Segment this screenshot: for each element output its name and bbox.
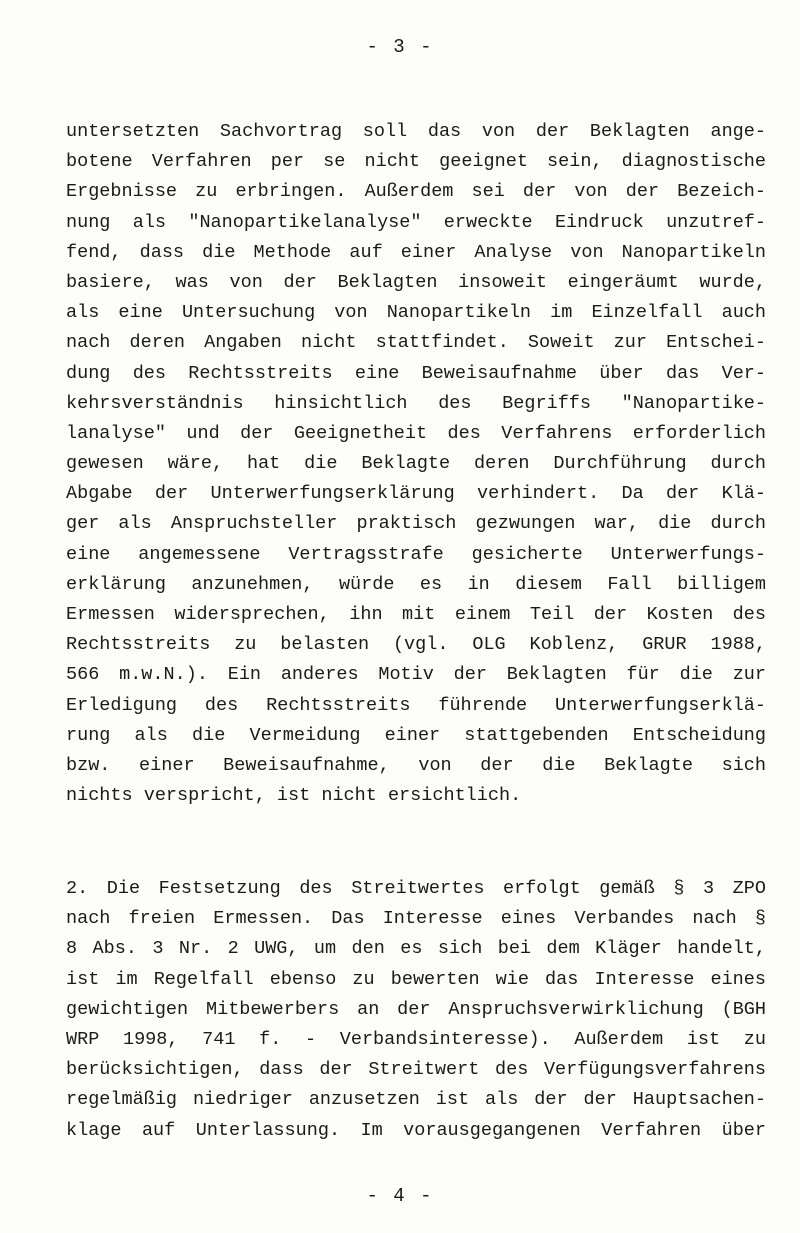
text-line: Rechtsstreits zu belasten (vgl. OLG Koblenz, GRUR 1988, <box>66 634 766 656</box>
text-line: nach freien Ermessen. Das Interesse eines Verbandes nach § <box>66 908 766 930</box>
page-number-header: - 3 - <box>366 36 434 58</box>
text-line: Ergebnisse zu erbringen. Außerdem sei der von der Bezeich- <box>66 181 766 203</box>
text-line: dung des Rechtsstreits eine Beweisaufnahme über das Ver- <box>66 362 766 384</box>
text-line: botene Verfahren per se nicht geeignet sein, diagnostische <box>66 151 766 173</box>
text-line: regelmäßig niedriger anzusetzen ist als der der Hauptsachen- <box>66 1089 766 1111</box>
text-line: rung als die Vermeidung einer stattgebenden Entscheidung <box>66 724 766 746</box>
text-line: berücksichtigen, dass der Streitwert des Verfügungsverfahrens <box>66 1059 766 1081</box>
text-line: kehrsverständnis hinsichtlich des Begriffs "Nanopartike- <box>66 392 766 414</box>
text-line: eine angemessene Vertragsstrafe gesicherte Unterwerfungs- <box>66 543 766 565</box>
text-line: als eine Untersuchung von Nanopartikeln im Einzelfall auch <box>66 302 766 324</box>
text-line: klage auf Unterlassung. Im vorausgegangenen Verfahren über <box>66 1119 766 1141</box>
text-line: 2. Die Festsetzung des Streitwertes erfolgt gemäß § 3 ZPO <box>66 878 766 899</box>
text-line: 8 Abs. 3 Nr. 2 UWG, um den es sich bei dem Kläger handelt, <box>66 938 766 960</box>
text-line: erklärung anzunehmen, würde es in diesem Fall billigem <box>66 573 766 595</box>
text-line: 566 m.w.N.). Ein anderes Motiv der Beklagten für die zur <box>66 664 766 686</box>
text-line: WRP 1998, 741 f. - Verbandsinteresse). Außerdem ist zu <box>66 1028 766 1050</box>
text-line: Erledigung des Rechtsstreits führende Unterwerfungserklä- <box>66 694 766 716</box>
text-line: Ermessen widersprechen, ihn mit einem Teil der Kosten des <box>66 604 766 625</box>
text-line: ist im Regelfall ebenso zu bewerten wie das Interesse eines <box>66 968 766 990</box>
page-number-footer: - 4 - <box>366 1185 434 1207</box>
text-line: untersetzten Sachvortrag soll das von der Beklagten ange- <box>66 121 766 142</box>
text-line: fend, dass die Methode auf einer Analyse von Nanopartikeln <box>66 241 766 263</box>
text-line: lanalyse" und der Geeignetheit des Verfahrens erforderlich <box>66 422 766 444</box>
text-line: Abgabe der Unterwerfungserklärung verhindert. Da der Klä- <box>66 483 766 505</box>
text-line: gewesen wäre, hat die Beklagte deren Durchführung durch <box>66 453 766 475</box>
text-line: bzw. einer Beweisaufnahme, von der die Beklagte sich <box>66 754 766 776</box>
paragraph-costs-reasoning <box>66 117 766 811</box>
paragraph-streitwert <box>66 874 766 1146</box>
text-line: nichts verspricht, ist nicht ersichtlich. <box>66 785 522 807</box>
text-line: ger als Anspruchsteller praktisch gezwungen war, die durch <box>66 513 766 535</box>
text-line: basiere, was von der Beklagten insoweit eingeräumt wurde, <box>66 271 766 293</box>
text-line: nach deren Angaben nicht stattfindet. Soweit zur Entschei- <box>66 332 766 354</box>
text-line: gewichtigen Mitbewerbers an der Anspruchsverwirklichung (BGH <box>66 998 766 1020</box>
text-line: nung als "Nanopartikelanalyse" erweckte Eindruck unzutref- <box>66 211 766 233</box>
